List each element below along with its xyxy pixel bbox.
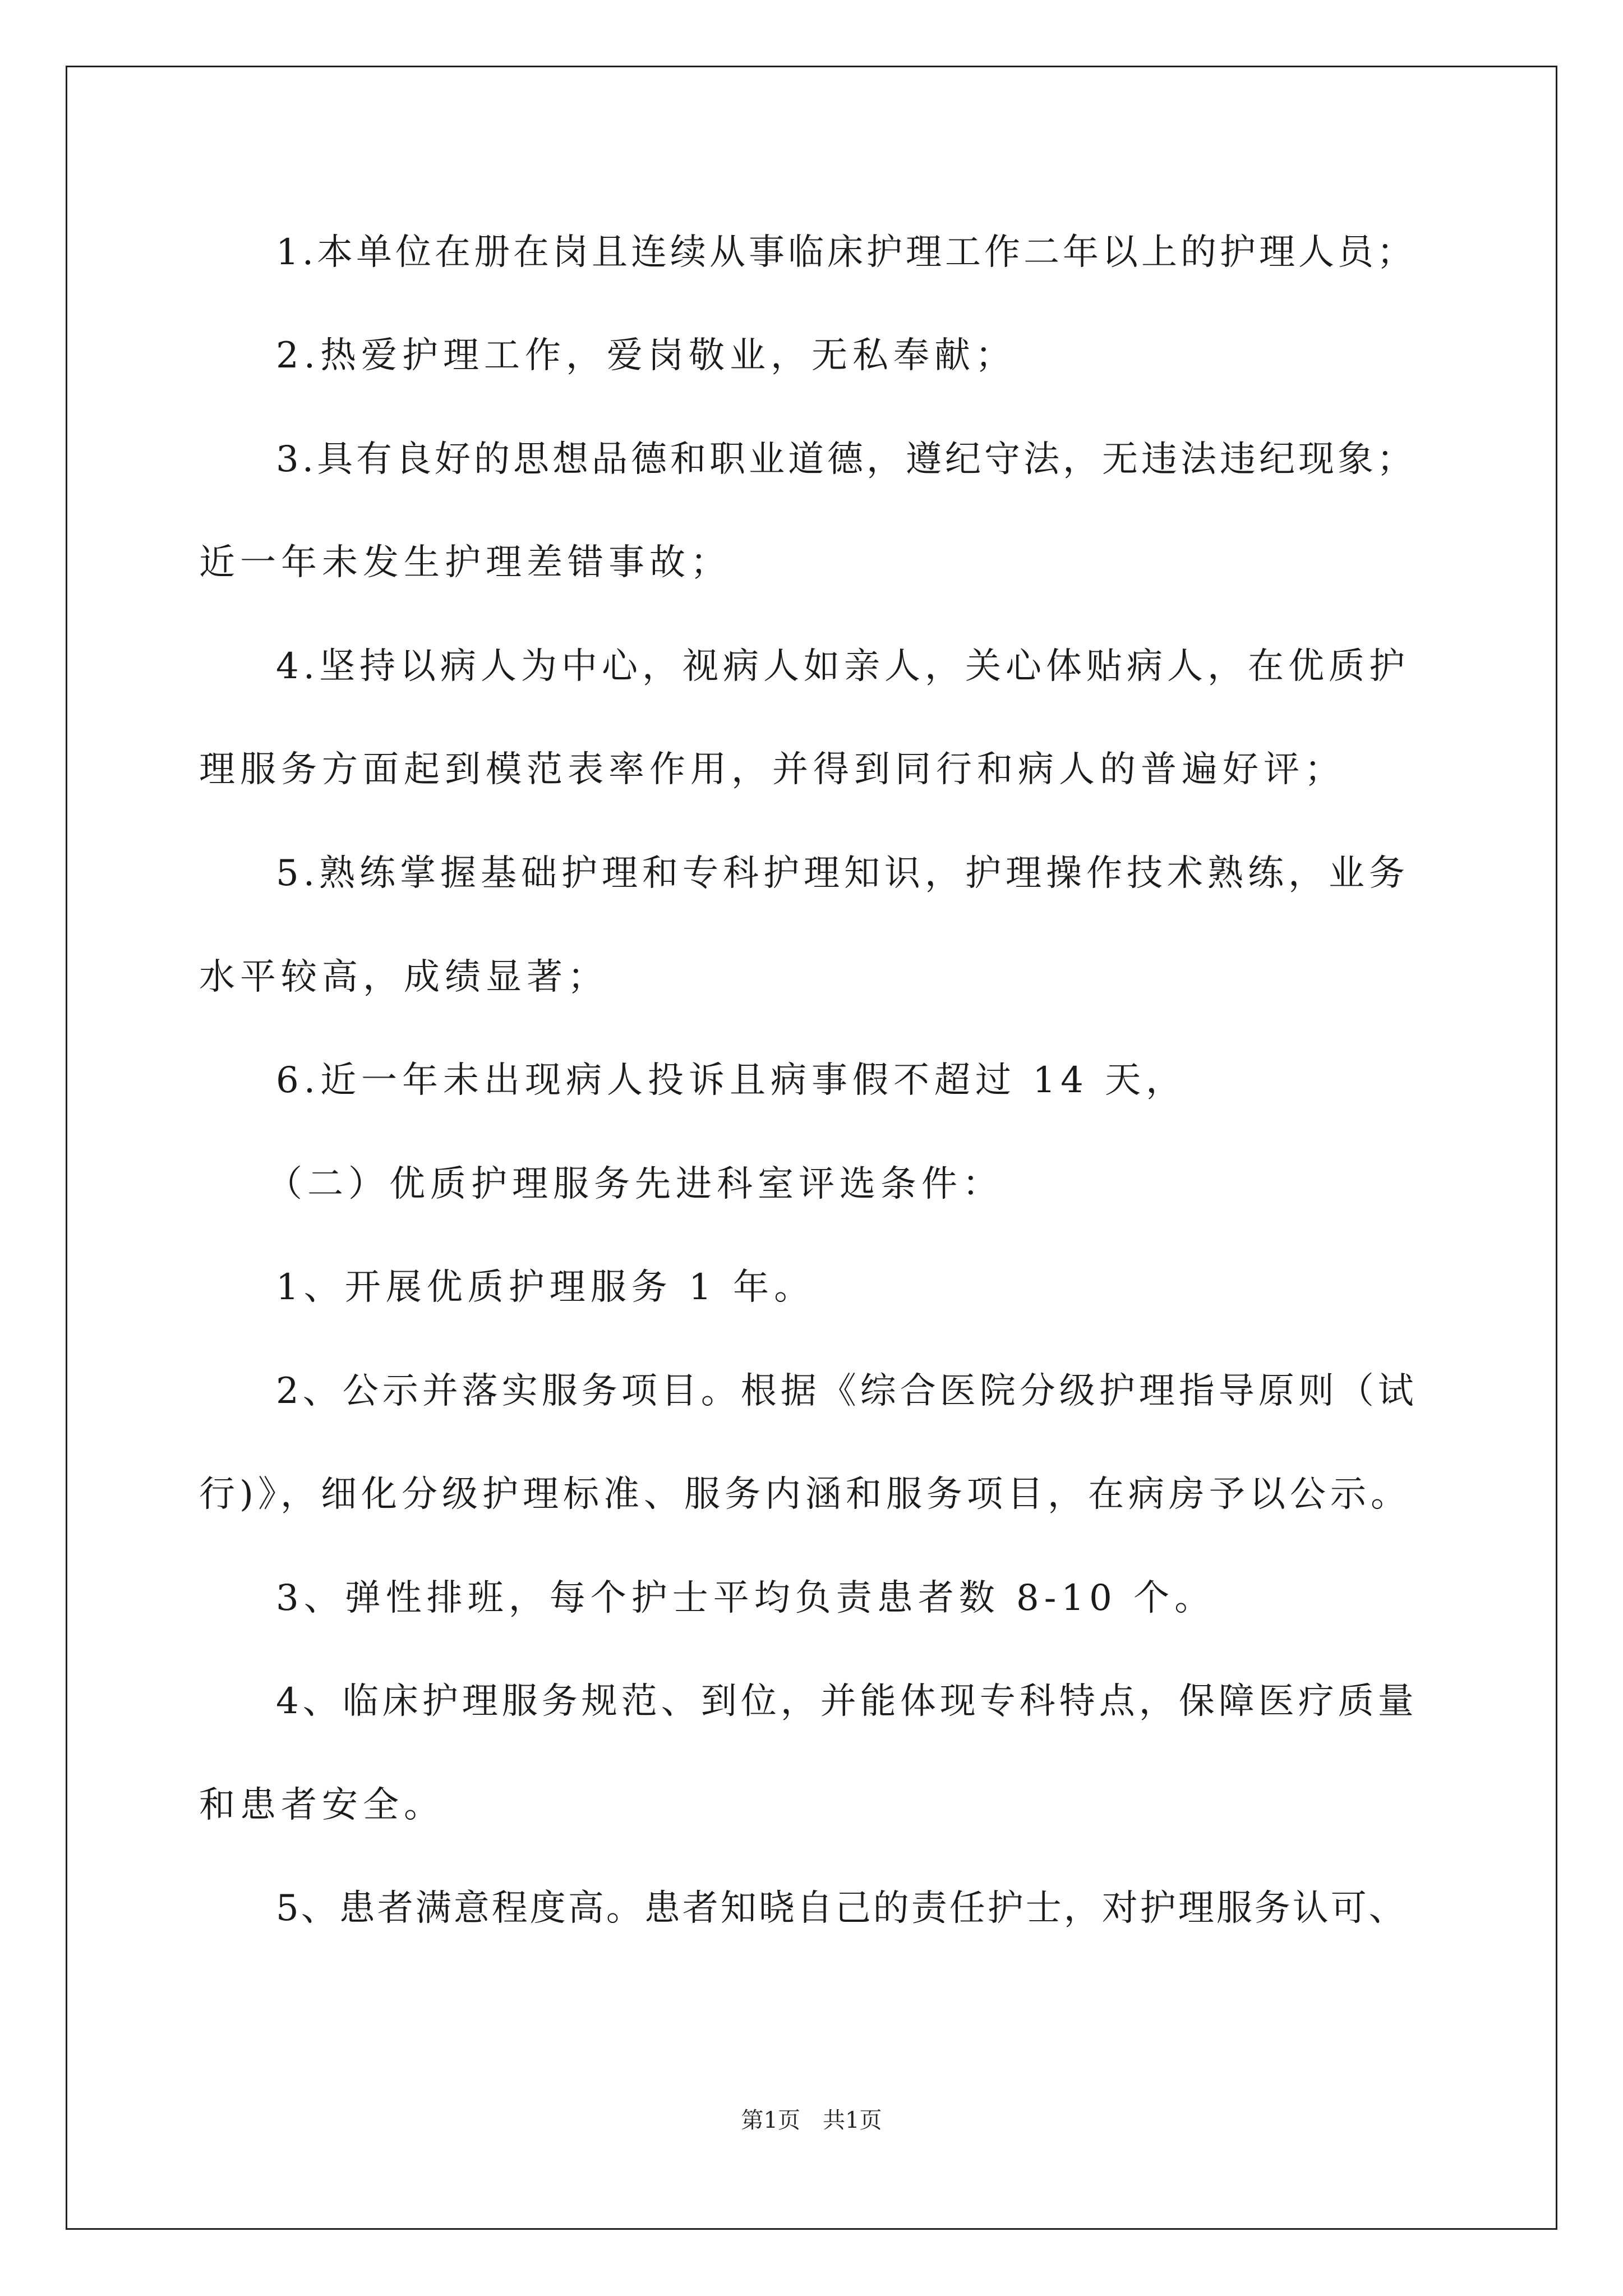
paragraph-line: 和患者安全。 xyxy=(199,1784,445,1826)
paragraph-line: 5、患者满意程度高。患者知晓自己的责任护士，对护理服务认可、 xyxy=(276,1888,1407,1929)
page-footer: 第1页 共1页 xyxy=(741,2108,882,2133)
paragraph-line: 1、开展优质护理服务 1 年。 xyxy=(276,1267,815,1308)
paragraph-line: 2、公示并落实服务项目。根据《综合医院分级护理指导原则（试 xyxy=(276,1370,1418,1412)
paragraph-line: 行)》，细化分级护理标准、服务内涵和服务项目，在病房予以公示。 xyxy=(199,1474,1411,1515)
paragraph-line: 3、弹性排班，每个护士平均负责患者数 8-10 个。 xyxy=(276,1577,1216,1619)
paragraph-line: 5.熟练掌握基础护理和专科护理知识，护理操作技术熟练，业务 xyxy=(276,853,1410,894)
paragraph-line: 4、临床护理服务规范、到位，并能体现专科特点，保障医疗质量 xyxy=(276,1681,1418,1722)
paragraph-line: 3.具有良好的思想品德和职业道德，遵纪守法，无违法违纪现象； xyxy=(276,439,1417,480)
paragraph-line: 4.坚持以病人为中心，视病人如亲人，关心体贴病人，在优质护 xyxy=(276,646,1410,687)
paragraph-line: 近一年未发生护理差错事故； xyxy=(199,542,731,583)
section-heading: （二）优质护理服务先进科室评选条件： xyxy=(266,1163,1003,1205)
paragraph-line: 理服务方面起到模范表率作用，并得到同行和病人的普遍好评； xyxy=(199,749,1345,790)
paragraph-line: 水平较高，成绩显著； xyxy=(199,956,608,998)
paragraph-line: 2.热爱护理工作，爱岗敬业，无私奉献； xyxy=(276,335,1017,376)
paragraph-line: 1.本单位在册在岗且连续从事临床护理工作二年以上的护理人员； xyxy=(276,232,1417,273)
paragraph-line: 6.近一年未出现病人投诉且病事假不超过 14 天， xyxy=(276,1060,1187,1101)
